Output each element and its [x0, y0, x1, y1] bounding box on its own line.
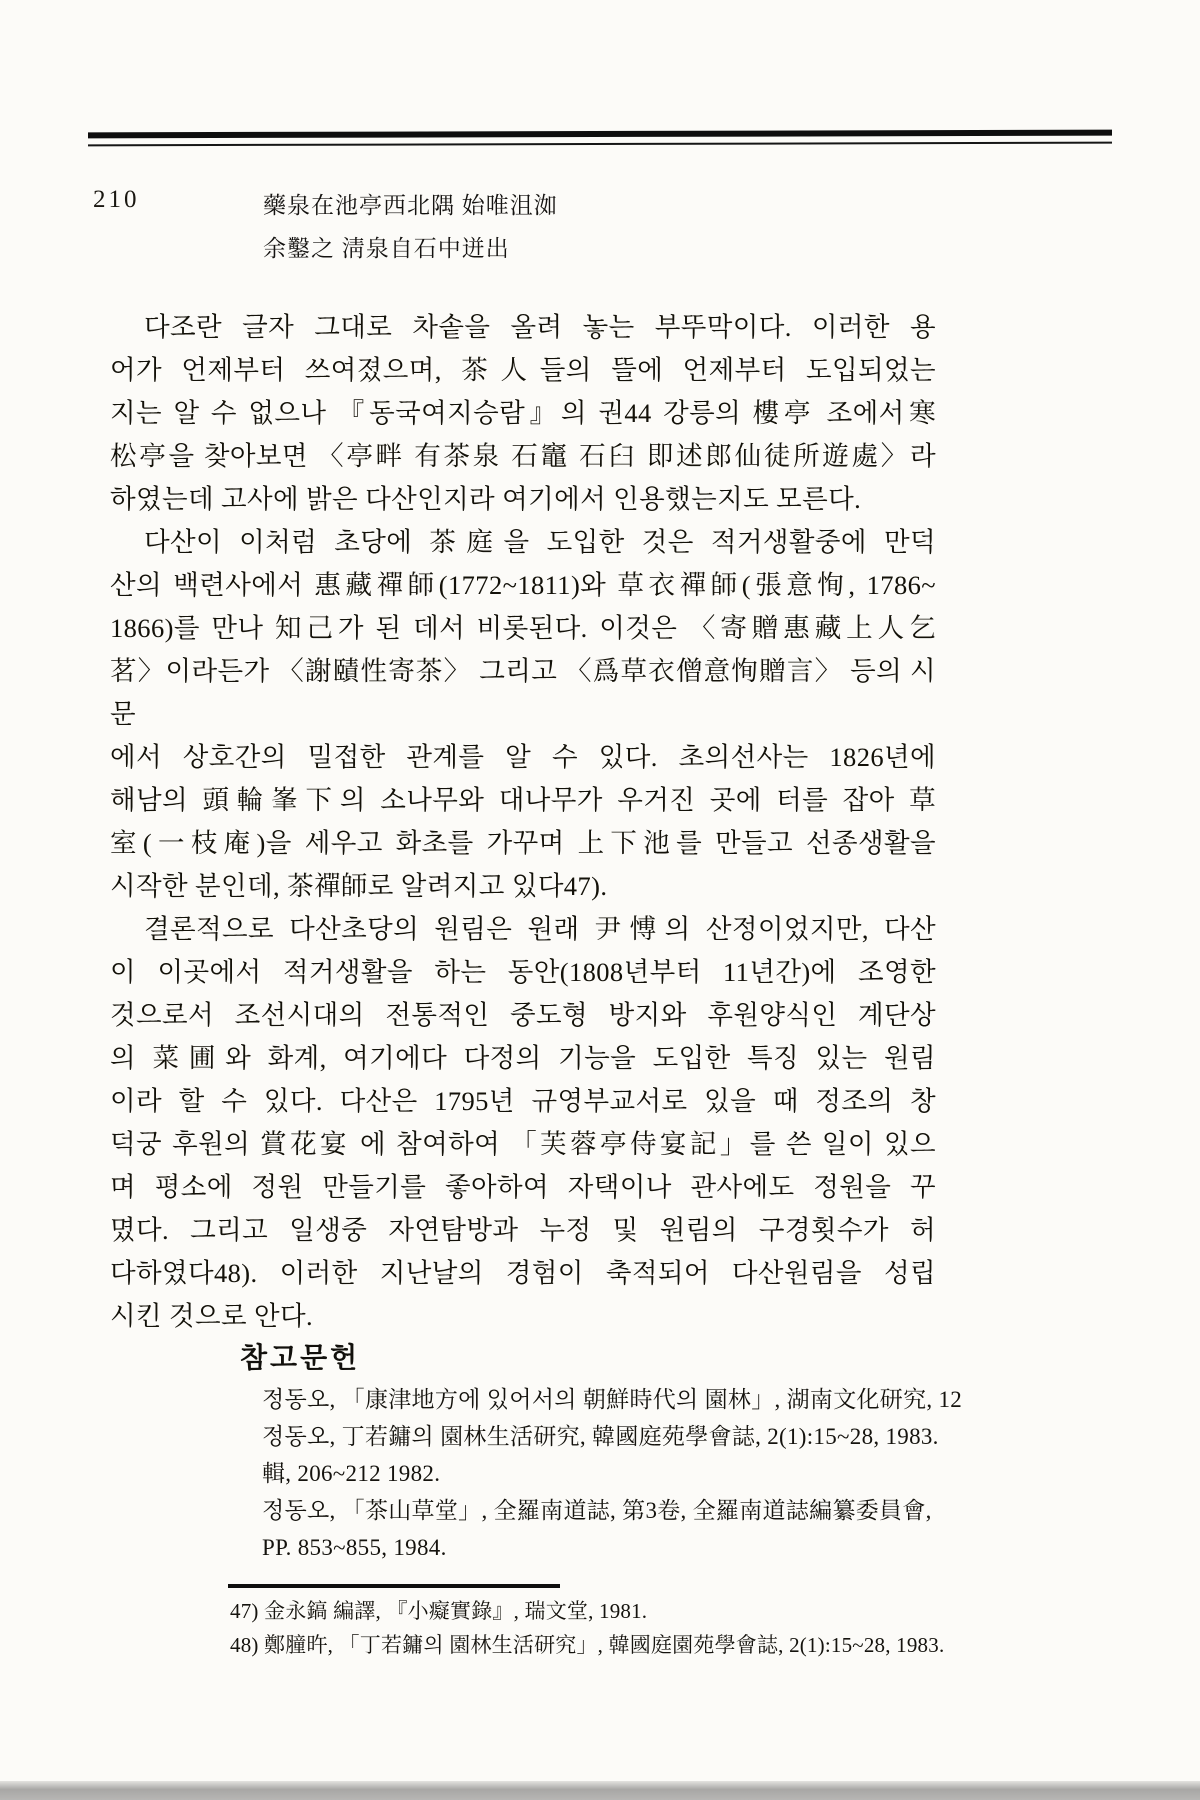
reference-entry: 정동오, 「茶山草堂」, 全羅南道誌, 第3卷, 全羅南道誌編纂委員會, — [262, 1498, 932, 1523]
body-line: 해남의 頭輪峯下의 소나무와 대나무가 우거진 곳에 터를 잡아 草 — [110, 785, 936, 815]
reference-entry: PP. 853~855, 1984. — [262, 1535, 447, 1560]
body-line: 며 평소에 정원 만들기를 좋아하여 자택이나 관사에도 정원을 꾸 — [110, 1172, 936, 1202]
body-line: 것으로서 조선시대의 전통적인 중도형 방지와 후원양식인 계단상 — [110, 1000, 936, 1030]
paragraph-3 — [110, 908, 936, 1338]
body-line: 1866)를 만나 知己가 된 데서 비롯된다. 이것은 〈寄贈惠藏上人乞 — [110, 613, 936, 643]
reference-entry: 정동오, 丁若鏞의 園林生活研究, 韓國庭苑學會誌, 2(1):15~28, 1983. — [262, 1424, 939, 1449]
body-text — [110, 306, 936, 1338]
body-line: 室(一枝庵)을 세우고 화초를 가꾸며 上下池를 만들고 선종생활을 — [110, 828, 936, 858]
references-list — [262, 1381, 1062, 1566]
body-line: 산의 백련사에서 惠藏禪師(1772~1811)와 草衣禪師(張意恂, 1786~ — [110, 570, 936, 600]
body-line: 결론적으로 다산초당의 원림은 원래 尹愽의 산정이었지만, 다산 — [144, 914, 936, 944]
reference-entry: 정동오, 「康津地方에 있어서의 朝鮮時代의 園林」, 湖南文化研究, 12 — [262, 1387, 963, 1412]
body-line: 하였는데 고사에 밝은 다산인지라 여기에서 인용했는지도 모른다. — [110, 484, 862, 514]
top-rule-thin — [88, 142, 1112, 147]
body-line: 이라 할 수 있다. 다산은 1795년 규영부교서로 있을 때 정조의 창 — [110, 1086, 936, 1116]
footnote-entry: 47) 金永鎬 編譯, 『小癡實錄』, 瑞文堂, 1981. — [230, 1599, 648, 1623]
body-line: 지는 알 수 없으나 『동국여지승람』의 권44 강릉의 樓亭 조에서寒 — [110, 398, 936, 428]
top-rule-thick — [88, 130, 1112, 139]
body-line: 어가 언제부터 쓰여졌으며, 茶人들의 뜰에 언제부터 도입되었는 — [110, 355, 936, 385]
body-line: 다산이 이처럼 초당에 茶庭을 도입한 것은 적거생활중에 만덕 — [144, 527, 936, 557]
hanja-quote-line: 藥泉在池亭西北隅 始唯沮洳 — [263, 193, 558, 218]
body-line: 다조란 글자 그대로 차솥을 올려 놓는 부뚜막이다. 이러한 용 — [144, 312, 936, 342]
scan-edge-artifact — [0, 1781, 1200, 1800]
reference-entry: 輯, 206~212 1982. — [262, 1461, 441, 1486]
paragraph-2 — [110, 521, 936, 908]
body-line: 松亭을 찾아보면 〈亭畔 有茶泉 石竈 石臼 即述郎仙徒所遊處〉라 — [110, 441, 936, 471]
body-line: 몄다. 그리고 일생중 자연탐방과 누정 및 원림의 구경횟수가 허 — [110, 1215, 936, 1245]
body-line: 덕궁 후원의 賞花宴 에 참여하여 「芙蓉亭侍宴記」를 쓴 일이 있으 — [110, 1129, 936, 1159]
body-line: 이 이곳에서 적거생활을 하는 동안(1808년부터 11년간)에 조영한 — [110, 957, 936, 987]
body-line: 시작한 분인데, 茶禪師로 알려지고 있다47). — [110, 871, 608, 901]
body-line: 시킨 것으로 안다. — [110, 1301, 314, 1331]
footnote-entry: 48) 鄭膧旿, 「丁若鏞의 園林生活研究」, 韓國庭園苑學會誌, 2(1):15~28, 1983. — [230, 1633, 945, 1657]
page-number: 210 — [93, 186, 140, 213]
hanja-quote-line: 余鑿之 淸泉自石中迸出 — [263, 236, 510, 261]
footnotes — [230, 1594, 1060, 1662]
paragraph-1 — [110, 306, 936, 521]
footnote-separator-rule — [228, 1584, 560, 1588]
references-heading: 참고문헌 — [240, 1343, 361, 1374]
body-line: 茗〉이라든가 〈謝賾性寄茶〉 그리고 〈爲草衣僧意恂贈言〉 등의 시문 — [110, 656, 936, 729]
body-line: 의 菜圃와 화계, 여기에다 다정의 기능을 도입한 특징 있는 원림 — [110, 1043, 936, 1073]
body-line: 에서 상호간의 밀접한 관계를 알 수 있다. 초의선사는 1826년에 — [110, 742, 936, 772]
body-line: 다하였다48). 이러한 지난날의 경험이 축적되어 다산원림을 성립 — [110, 1258, 936, 1288]
hanja-quote-block — [263, 184, 903, 270]
